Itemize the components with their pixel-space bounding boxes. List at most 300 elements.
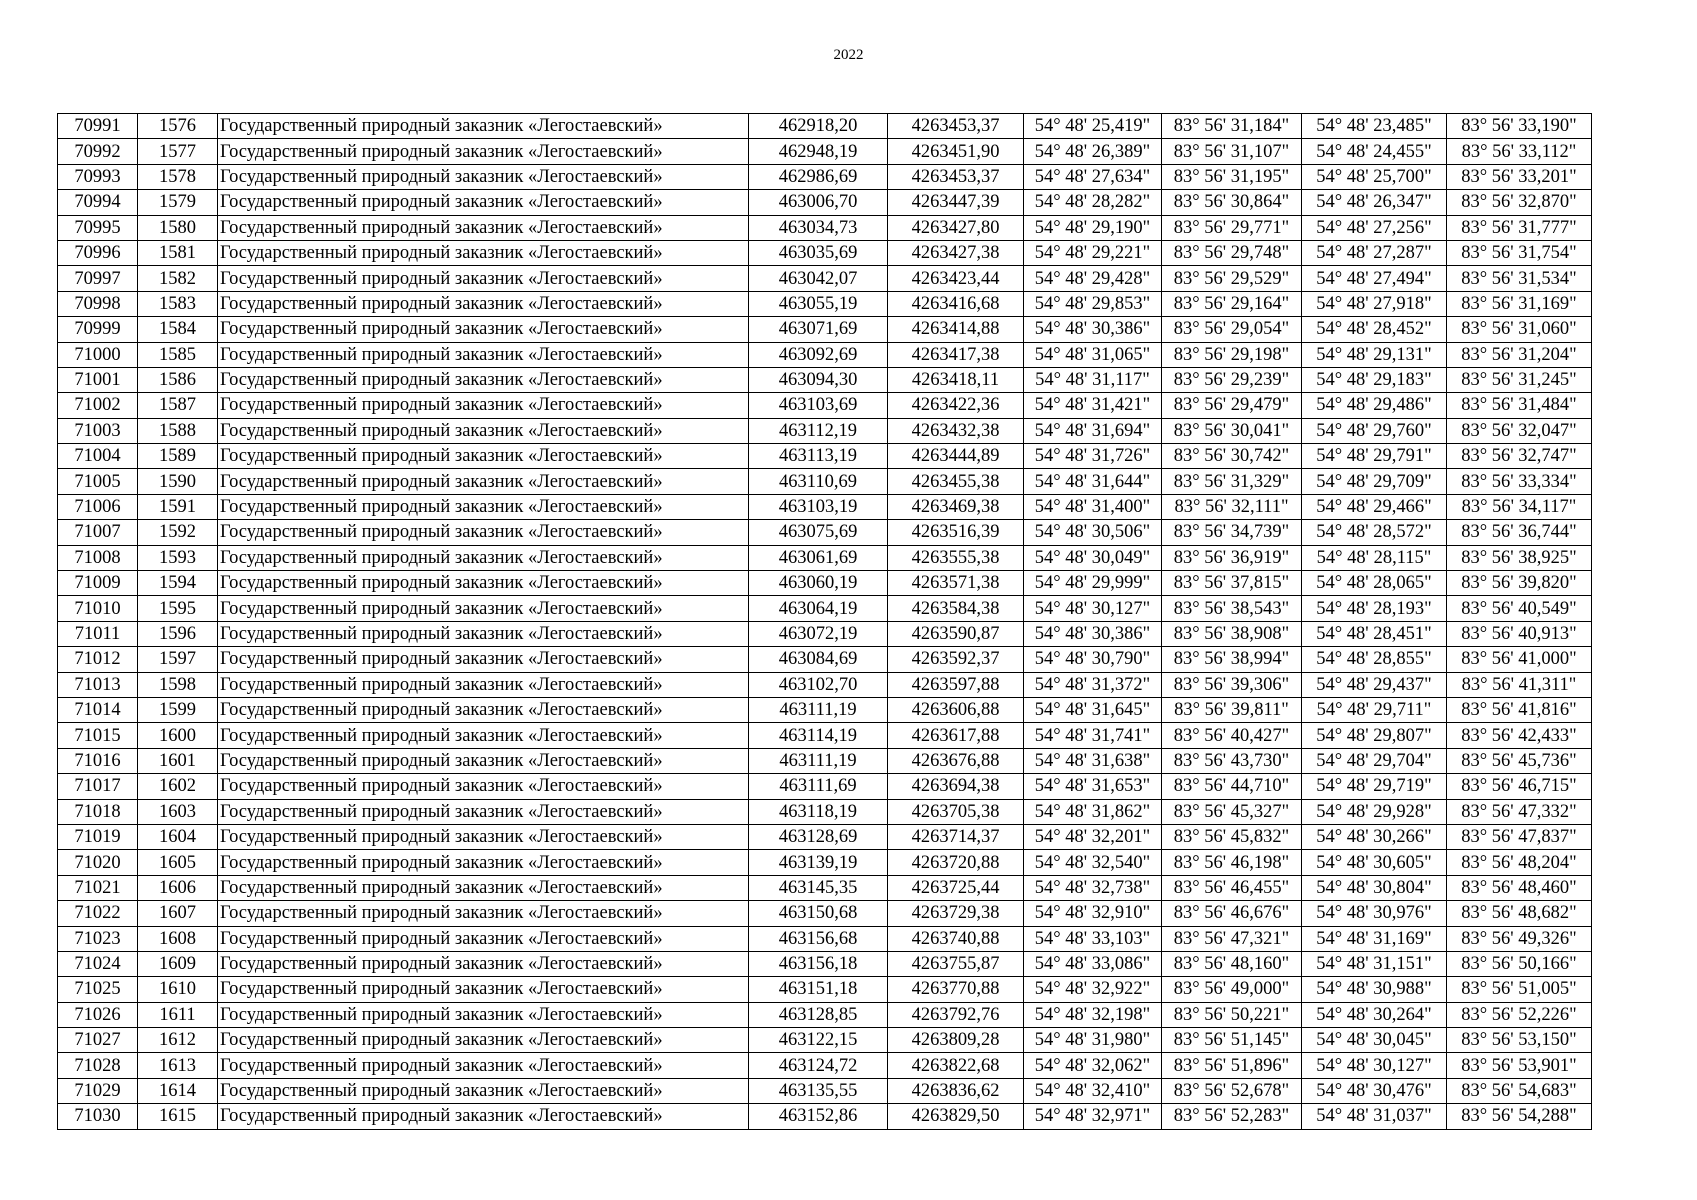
longitude-1-cell: 83° 56' 30,864" <box>1162 190 1302 215</box>
table-row <box>58 799 1592 824</box>
coord-y-cell: 4263414,88 <box>888 317 1024 342</box>
row-id-cell: 71011 <box>58 621 138 646</box>
coord-x-cell: 463084,69 <box>749 647 888 672</box>
object-name-cell: Государственный природный заказник «Легостаевский» <box>218 1053 749 1078</box>
object-name-cell: Государственный природный заказник «Легостаевский» <box>218 901 749 926</box>
row-id-cell: 71012 <box>58 647 138 672</box>
latitude-1-cell: 54° 48' 31,726" <box>1024 444 1162 469</box>
coord-y-cell: 4263453,37 <box>888 114 1024 139</box>
point-number-cell: 1594 <box>138 571 218 596</box>
coord-x-cell: 463071,69 <box>749 317 888 342</box>
longitude-2-cell: 83° 56' 31,169" <box>1447 291 1592 316</box>
table-row <box>58 215 1592 240</box>
point-number-cell: 1600 <box>138 723 218 748</box>
row-id-cell: 70997 <box>58 266 138 291</box>
row-id-cell: 71007 <box>58 520 138 545</box>
coord-y-cell: 4263516,39 <box>888 520 1024 545</box>
longitude-1-cell: 83° 56' 49,000" <box>1162 977 1302 1002</box>
point-number-cell: 1584 <box>138 317 218 342</box>
longitude-2-cell: 83° 56' 48,204" <box>1447 850 1592 875</box>
longitude-2-cell: 83° 56' 31,245" <box>1447 367 1592 392</box>
row-id-cell: 71016 <box>58 748 138 773</box>
coord-x-cell: 463103,69 <box>749 393 888 418</box>
row-id-cell: 71013 <box>58 672 138 697</box>
longitude-2-cell: 83° 56' 32,870" <box>1447 190 1592 215</box>
object-name-cell: Государственный природный заказник «Легостаевский» <box>218 240 749 265</box>
row-id-cell: 70995 <box>58 215 138 240</box>
point-number-cell: 1615 <box>138 1104 218 1129</box>
row-id-cell: 70993 <box>58 164 138 189</box>
latitude-1-cell: 54° 48' 30,049" <box>1024 545 1162 570</box>
latitude-2-cell: 54° 48' 28,065" <box>1302 571 1447 596</box>
point-number-cell: 1609 <box>138 951 218 976</box>
point-number-cell: 1581 <box>138 240 218 265</box>
table-row <box>58 875 1592 900</box>
table-row <box>58 647 1592 672</box>
coord-y-cell: 4263427,38 <box>888 240 1024 265</box>
row-id-cell: 71021 <box>58 875 138 900</box>
point-number-cell: 1593 <box>138 545 218 570</box>
row-id-cell: 71003 <box>58 418 138 443</box>
coord-x-cell: 463112,19 <box>749 418 888 443</box>
row-id-cell: 70998 <box>58 291 138 316</box>
longitude-2-cell: 83° 56' 41,000" <box>1447 647 1592 672</box>
longitude-1-cell: 83° 56' 46,455" <box>1162 875 1302 900</box>
row-id-cell: 71027 <box>58 1028 138 1053</box>
coord-y-cell: 4263836,62 <box>888 1078 1024 1103</box>
row-id-cell: 71019 <box>58 824 138 849</box>
longitude-2-cell: 83° 56' 33,112" <box>1447 139 1592 164</box>
row-id-cell: 71010 <box>58 596 138 621</box>
row-id-cell: 71006 <box>58 494 138 519</box>
latitude-2-cell: 54° 48' 30,476" <box>1302 1078 1447 1103</box>
longitude-1-cell: 83° 56' 38,994" <box>1162 647 1302 672</box>
latitude-2-cell: 54° 48' 30,605" <box>1302 850 1447 875</box>
latitude-1-cell: 54° 48' 29,190" <box>1024 215 1162 240</box>
longitude-1-cell: 83° 56' 43,730" <box>1162 748 1302 773</box>
point-number-cell: 1611 <box>138 1002 218 1027</box>
object-name-cell: Государственный природный заказник «Легостаевский» <box>218 621 749 646</box>
coord-y-cell: 4263822,68 <box>888 1053 1024 1078</box>
table-row <box>58 596 1592 621</box>
coord-y-cell: 4263432,38 <box>888 418 1024 443</box>
coord-x-cell: 463060,19 <box>749 571 888 596</box>
point-number-cell: 1587 <box>138 393 218 418</box>
latitude-1-cell: 54° 48' 31,741" <box>1024 723 1162 748</box>
table-row <box>58 342 1592 367</box>
longitude-2-cell: 83° 56' 34,117" <box>1447 494 1592 519</box>
table-row <box>58 1053 1592 1078</box>
table-row <box>58 469 1592 494</box>
longitude-2-cell: 83° 56' 53,150" <box>1447 1028 1592 1053</box>
longitude-1-cell: 83° 56' 48,160" <box>1162 951 1302 976</box>
latitude-1-cell: 54° 48' 31,694" <box>1024 418 1162 443</box>
point-number-cell: 1577 <box>138 139 218 164</box>
coord-y-cell: 4263416,68 <box>888 291 1024 316</box>
table-row <box>58 1028 1592 1053</box>
row-id-cell: 71009 <box>58 571 138 596</box>
object-name-cell: Государственный природный заказник «Легостаевский» <box>218 494 749 519</box>
coord-y-cell: 4263453,37 <box>888 164 1024 189</box>
row-id-cell: 70999 <box>58 317 138 342</box>
longitude-2-cell: 83° 56' 31,060" <box>1447 317 1592 342</box>
longitude-2-cell: 83° 56' 45,736" <box>1447 748 1592 773</box>
table-row <box>58 240 1592 265</box>
point-number-cell: 1592 <box>138 520 218 545</box>
longitude-1-cell: 83° 56' 44,710" <box>1162 774 1302 799</box>
row-id-cell: 71004 <box>58 444 138 469</box>
longitude-2-cell: 83° 56' 48,682" <box>1447 901 1592 926</box>
latitude-2-cell: 54° 48' 28,451" <box>1302 621 1447 646</box>
row-id-cell: 71001 <box>58 367 138 392</box>
latitude-1-cell: 54° 48' 31,645" <box>1024 697 1162 722</box>
coord-x-cell: 463064,19 <box>749 596 888 621</box>
longitude-2-cell: 83° 56' 49,326" <box>1447 926 1592 951</box>
object-name-cell: Государственный природный заказник «Легостаевский» <box>218 1028 749 1053</box>
coord-y-cell: 4263676,88 <box>888 748 1024 773</box>
longitude-2-cell: 83° 56' 33,201" <box>1447 164 1592 189</box>
coord-x-cell: 463110,69 <box>749 469 888 494</box>
object-name-cell: Государственный природный заказник «Легостаевский» <box>218 1104 749 1129</box>
row-id-cell: 71002 <box>58 393 138 418</box>
object-name-cell: Государственный природный заказник «Легостаевский» <box>218 571 749 596</box>
coord-x-cell: 463034,73 <box>749 215 888 240</box>
longitude-2-cell: 83° 56' 54,288" <box>1447 1104 1592 1129</box>
object-name-cell: Государственный природный заказник «Легостаевский» <box>218 393 749 418</box>
object-name-cell: Государственный природный заказник «Легостаевский» <box>218 545 749 570</box>
longitude-1-cell: 83° 56' 36,919" <box>1162 545 1302 570</box>
coord-x-cell: 463111,19 <box>749 748 888 773</box>
point-number-cell: 1607 <box>138 901 218 926</box>
coord-y-cell: 4263418,11 <box>888 367 1024 392</box>
latitude-1-cell: 54° 48' 32,410" <box>1024 1078 1162 1103</box>
row-id-cell: 70994 <box>58 190 138 215</box>
coord-y-cell: 4263755,87 <box>888 951 1024 976</box>
latitude-1-cell: 54° 48' 28,282" <box>1024 190 1162 215</box>
coord-x-cell: 463035,69 <box>749 240 888 265</box>
point-number-cell: 1582 <box>138 266 218 291</box>
longitude-1-cell: 83° 56' 31,184" <box>1162 114 1302 139</box>
table-row <box>58 697 1592 722</box>
coord-y-cell: 4263417,38 <box>888 342 1024 367</box>
latitude-2-cell: 54° 48' 29,486" <box>1302 393 1447 418</box>
longitude-2-cell: 83° 56' 41,311" <box>1447 672 1592 697</box>
longitude-2-cell: 83° 56' 33,334" <box>1447 469 1592 494</box>
latitude-2-cell: 54° 48' 23,485" <box>1302 114 1447 139</box>
coord-y-cell: 4263571,38 <box>888 571 1024 596</box>
latitude-1-cell: 54° 48' 31,421" <box>1024 393 1162 418</box>
longitude-1-cell: 83° 56' 50,221" <box>1162 1002 1302 1027</box>
latitude-1-cell: 54° 48' 33,086" <box>1024 951 1162 976</box>
latitude-1-cell: 54° 48' 31,980" <box>1024 1028 1162 1053</box>
coord-x-cell: 463150,68 <box>749 901 888 926</box>
latitude-2-cell: 54° 48' 27,918" <box>1302 291 1447 316</box>
object-name-cell: Государственный природный заказник «Легостаевский» <box>218 342 749 367</box>
coord-y-cell: 4263584,38 <box>888 596 1024 621</box>
row-id-cell: 71015 <box>58 723 138 748</box>
latitude-1-cell: 54° 48' 29,999" <box>1024 571 1162 596</box>
object-name-cell: Государственный природный заказник «Легостаевский» <box>218 317 749 342</box>
object-name-cell: Государственный природный заказник «Легостаевский» <box>218 951 749 976</box>
coord-x-cell: 463055,19 <box>749 291 888 316</box>
latitude-1-cell: 54° 48' 29,221" <box>1024 240 1162 265</box>
longitude-1-cell: 83° 56' 46,676" <box>1162 901 1302 926</box>
latitude-2-cell: 54° 48' 29,466" <box>1302 494 1447 519</box>
point-number-cell: 1602 <box>138 774 218 799</box>
coord-x-cell: 463072,19 <box>749 621 888 646</box>
coord-y-cell: 4263792,76 <box>888 1002 1024 1027</box>
table-row <box>58 850 1592 875</box>
object-name-cell: Государственный природный заказник «Легостаевский» <box>218 190 749 215</box>
longitude-2-cell: 83° 56' 32,747" <box>1447 444 1592 469</box>
row-id-cell: 71030 <box>58 1104 138 1129</box>
longitude-1-cell: 83° 56' 51,145" <box>1162 1028 1302 1053</box>
latitude-2-cell: 54° 48' 30,266" <box>1302 824 1447 849</box>
latitude-2-cell: 54° 48' 30,127" <box>1302 1053 1447 1078</box>
object-name-cell: Государственный природный заказник «Легостаевский» <box>218 774 749 799</box>
row-id-cell: 70991 <box>58 114 138 139</box>
object-name-cell: Государственный природный заказник «Легостаевский» <box>218 164 749 189</box>
row-id-cell: 70992 <box>58 139 138 164</box>
point-number-cell: 1589 <box>138 444 218 469</box>
table-row <box>58 1002 1592 1027</box>
coord-x-cell: 463102,70 <box>749 672 888 697</box>
longitude-1-cell: 83° 56' 52,678" <box>1162 1078 1302 1103</box>
coord-y-cell: 4263720,88 <box>888 850 1024 875</box>
longitude-1-cell: 83° 56' 30,742" <box>1162 444 1302 469</box>
longitude-1-cell: 83° 56' 29,479" <box>1162 393 1302 418</box>
coord-x-cell: 463092,69 <box>749 342 888 367</box>
coord-y-cell: 4263770,88 <box>888 977 1024 1002</box>
row-id-cell: 71022 <box>58 901 138 926</box>
table-row <box>58 571 1592 596</box>
table-body <box>58 114 1592 1130</box>
object-name-cell: Государственный природный заказник «Легостаевский» <box>218 266 749 291</box>
coord-x-cell: 463156,18 <box>749 951 888 976</box>
point-number-cell: 1601 <box>138 748 218 773</box>
latitude-1-cell: 54° 48' 32,062" <box>1024 1053 1162 1078</box>
object-name-cell: Государственный природный заказник «Легостаевский» <box>218 469 749 494</box>
longitude-2-cell: 83° 56' 32,047" <box>1447 418 1592 443</box>
row-id-cell: 70996 <box>58 240 138 265</box>
longitude-2-cell: 83° 56' 31,484" <box>1447 393 1592 418</box>
row-id-cell: 71008 <box>58 545 138 570</box>
coord-x-cell: 463113,19 <box>749 444 888 469</box>
longitude-1-cell: 83° 56' 51,896" <box>1162 1053 1302 1078</box>
longitude-1-cell: 83° 56' 29,529" <box>1162 266 1302 291</box>
longitude-2-cell: 83° 56' 39,820" <box>1447 571 1592 596</box>
coord-y-cell: 4263606,88 <box>888 697 1024 722</box>
table-row <box>58 164 1592 189</box>
latitude-2-cell: 54° 48' 29,131" <box>1302 342 1447 367</box>
table-row <box>58 1078 1592 1103</box>
longitude-2-cell: 83° 56' 53,901" <box>1447 1053 1592 1078</box>
longitude-2-cell: 83° 56' 42,433" <box>1447 723 1592 748</box>
table-row <box>58 494 1592 519</box>
row-id-cell: 71026 <box>58 1002 138 1027</box>
latitude-1-cell: 54° 48' 32,198" <box>1024 1002 1162 1027</box>
latitude-1-cell: 54° 48' 32,971" <box>1024 1104 1162 1129</box>
coord-y-cell: 4263423,44 <box>888 266 1024 291</box>
table-row <box>58 824 1592 849</box>
latitude-1-cell: 54° 48' 30,127" <box>1024 596 1162 621</box>
table-row <box>58 926 1592 951</box>
latitude-1-cell: 54° 48' 31,065" <box>1024 342 1162 367</box>
point-number-cell: 1606 <box>138 875 218 900</box>
latitude-1-cell: 54° 48' 31,117" <box>1024 367 1162 392</box>
coord-x-cell: 463128,69 <box>749 824 888 849</box>
longitude-1-cell: 83° 56' 31,329" <box>1162 469 1302 494</box>
latitude-2-cell: 54° 48' 30,045" <box>1302 1028 1447 1053</box>
longitude-2-cell: 83° 56' 31,777" <box>1447 215 1592 240</box>
coord-x-cell: 463118,19 <box>749 799 888 824</box>
latitude-1-cell: 54° 48' 29,428" <box>1024 266 1162 291</box>
row-id-cell: 71014 <box>58 697 138 722</box>
latitude-2-cell: 54° 48' 27,494" <box>1302 266 1447 291</box>
latitude-2-cell: 54° 48' 29,711" <box>1302 697 1447 722</box>
coord-y-cell: 4263455,38 <box>888 469 1024 494</box>
point-number-cell: 1576 <box>138 114 218 139</box>
longitude-1-cell: 83° 56' 31,195" <box>1162 164 1302 189</box>
table-row <box>58 444 1592 469</box>
coord-x-cell: 463094,30 <box>749 367 888 392</box>
table-row <box>58 977 1592 1002</box>
coord-y-cell: 4263592,37 <box>888 647 1024 672</box>
latitude-2-cell: 54° 48' 31,037" <box>1302 1104 1447 1129</box>
longitude-1-cell: 83° 56' 34,739" <box>1162 520 1302 545</box>
row-id-cell: 71029 <box>58 1078 138 1103</box>
coord-y-cell: 4263590,87 <box>888 621 1024 646</box>
object-name-cell: Государственный природный заказник «Легостаевский» <box>218 139 749 164</box>
table-row <box>58 114 1592 139</box>
latitude-2-cell: 54° 48' 29,704" <box>1302 748 1447 773</box>
longitude-1-cell: 83° 56' 31,107" <box>1162 139 1302 164</box>
table-row <box>58 545 1592 570</box>
coord-x-cell: 463006,70 <box>749 190 888 215</box>
table-row <box>58 190 1592 215</box>
object-name-cell: Государственный природный заказник «Легостаевский» <box>218 367 749 392</box>
table-row <box>58 317 1592 342</box>
coord-x-cell: 463139,19 <box>749 850 888 875</box>
row-id-cell: 71018 <box>58 799 138 824</box>
point-number-cell: 1613 <box>138 1053 218 1078</box>
coord-x-cell: 463156,68 <box>749 926 888 951</box>
coord-x-cell: 463114,19 <box>749 723 888 748</box>
longitude-1-cell: 83° 56' 29,054" <box>1162 317 1302 342</box>
table-row <box>58 520 1592 545</box>
latitude-2-cell: 54° 48' 29,183" <box>1302 367 1447 392</box>
latitude-2-cell: 54° 48' 29,791" <box>1302 444 1447 469</box>
longitude-2-cell: 83° 56' 54,683" <box>1447 1078 1592 1103</box>
point-number-cell: 1586 <box>138 367 218 392</box>
longitude-2-cell: 83° 56' 46,715" <box>1447 774 1592 799</box>
coord-x-cell: 463152,86 <box>749 1104 888 1129</box>
object-name-cell: Государственный природный заказник «Легостаевский» <box>218 748 749 773</box>
row-id-cell: 71023 <box>58 926 138 951</box>
longitude-2-cell: 83° 56' 36,744" <box>1447 520 1592 545</box>
latitude-2-cell: 54° 48' 29,709" <box>1302 469 1447 494</box>
coord-x-cell: 462986,69 <box>749 164 888 189</box>
row-id-cell: 71025 <box>58 977 138 1002</box>
longitude-1-cell: 83° 56' 47,321" <box>1162 926 1302 951</box>
longitude-1-cell: 83° 56' 46,198" <box>1162 850 1302 875</box>
object-name-cell: Государственный природный заказник «Легостаевский» <box>218 697 749 722</box>
longitude-2-cell: 83° 56' 48,460" <box>1447 875 1592 900</box>
table-row <box>58 1104 1592 1129</box>
coord-y-cell: 4263740,88 <box>888 926 1024 951</box>
table-row <box>58 139 1592 164</box>
table-row <box>58 723 1592 748</box>
point-number-cell: 1608 <box>138 926 218 951</box>
object-name-cell: Государственный природный заказник «Легостаевский» <box>218 926 749 951</box>
row-id-cell: 71005 <box>58 469 138 494</box>
coord-y-cell: 4263729,38 <box>888 901 1024 926</box>
latitude-1-cell: 54° 48' 32,201" <box>1024 824 1162 849</box>
longitude-2-cell: 83° 56' 33,190" <box>1447 114 1592 139</box>
latitude-2-cell: 54° 48' 28,855" <box>1302 647 1447 672</box>
longitude-1-cell: 83° 56' 39,306" <box>1162 672 1302 697</box>
coord-x-cell: 463151,18 <box>749 977 888 1002</box>
table-row <box>58 951 1592 976</box>
longitude-1-cell: 83° 56' 37,815" <box>1162 571 1302 596</box>
coordinates-table <box>57 113 1592 1130</box>
object-name-cell: Государственный природный заказник «Легостаевский» <box>218 596 749 621</box>
latitude-1-cell: 54° 48' 30,386" <box>1024 317 1162 342</box>
table-row <box>58 266 1592 291</box>
latitude-1-cell: 54° 48' 29,853" <box>1024 291 1162 316</box>
point-number-cell: 1614 <box>138 1078 218 1103</box>
coord-x-cell: 463135,55 <box>749 1078 888 1103</box>
coord-x-cell: 463075,69 <box>749 520 888 545</box>
coord-y-cell: 4263617,88 <box>888 723 1024 748</box>
coord-y-cell: 4263705,38 <box>888 799 1024 824</box>
point-number-cell: 1588 <box>138 418 218 443</box>
latitude-1-cell: 54° 48' 31,862" <box>1024 799 1162 824</box>
coord-y-cell: 4263469,38 <box>888 494 1024 519</box>
coord-y-cell: 4263422,36 <box>888 393 1024 418</box>
longitude-2-cell: 83° 56' 40,549" <box>1447 596 1592 621</box>
latitude-1-cell: 54° 48' 31,372" <box>1024 672 1162 697</box>
longitude-1-cell: 83° 56' 30,041" <box>1162 418 1302 443</box>
coord-y-cell: 4263427,80 <box>888 215 1024 240</box>
object-name-cell: Государственный природный заказник «Легостаевский» <box>218 875 749 900</box>
coord-x-cell: 462948,19 <box>749 139 888 164</box>
row-id-cell: 71020 <box>58 850 138 875</box>
longitude-1-cell: 83° 56' 38,908" <box>1162 621 1302 646</box>
latitude-1-cell: 54° 48' 30,386" <box>1024 621 1162 646</box>
longitude-2-cell: 83° 56' 52,226" <box>1447 1002 1592 1027</box>
latitude-1-cell: 54° 48' 32,922" <box>1024 977 1162 1002</box>
coord-x-cell: 463122,15 <box>749 1028 888 1053</box>
latitude-1-cell: 54° 48' 27,634" <box>1024 164 1162 189</box>
latitude-1-cell: 54° 48' 31,638" <box>1024 748 1162 773</box>
object-name-cell: Государственный природный заказник «Легостаевский» <box>218 723 749 748</box>
row-id-cell: 71024 <box>58 951 138 976</box>
object-name-cell: Государственный природный заказник «Легостаевский» <box>218 444 749 469</box>
latitude-2-cell: 54° 48' 28,115" <box>1302 545 1447 570</box>
coord-x-cell: 463061,69 <box>749 545 888 570</box>
coord-x-cell: 463145,35 <box>749 875 888 900</box>
latitude-1-cell: 54° 48' 26,389" <box>1024 139 1162 164</box>
latitude-2-cell: 54° 48' 25,700" <box>1302 164 1447 189</box>
longitude-1-cell: 83° 56' 29,748" <box>1162 240 1302 265</box>
latitude-2-cell: 54° 48' 30,976" <box>1302 901 1447 926</box>
longitude-2-cell: 83° 56' 31,754" <box>1447 240 1592 265</box>
coord-y-cell: 4263809,28 <box>888 1028 1024 1053</box>
coord-y-cell: 4263451,90 <box>888 139 1024 164</box>
object-name-cell: Государственный природный заказник «Легостаевский» <box>218 291 749 316</box>
longitude-2-cell: 83° 56' 51,005" <box>1447 977 1592 1002</box>
